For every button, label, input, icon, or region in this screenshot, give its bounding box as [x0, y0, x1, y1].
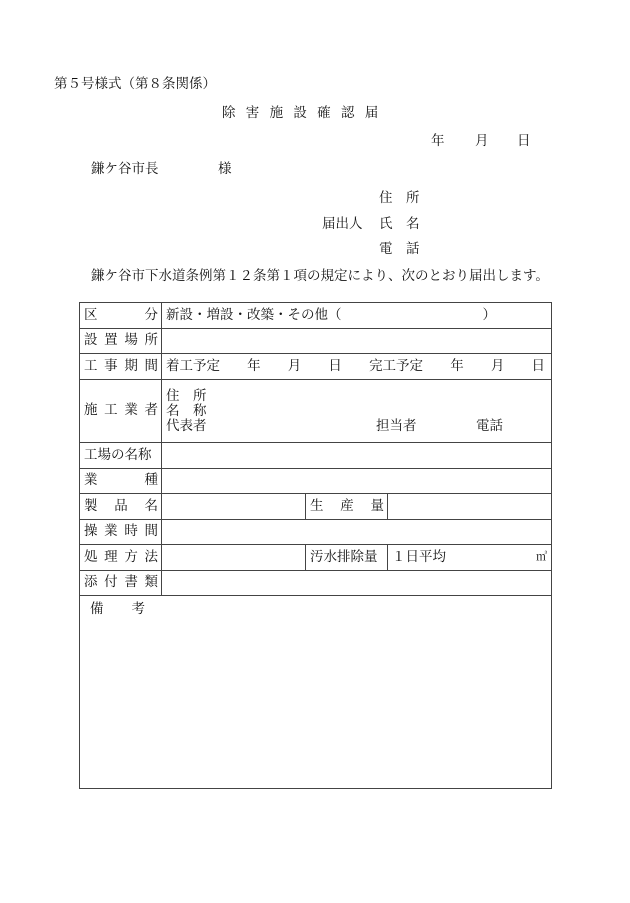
row-treatment	[80, 545, 552, 571]
remarks-label: 備 考	[90, 601, 145, 617]
applicant-name-label: 氏 名	[379, 216, 420, 232]
page-title: 除 害 施 設 確 認 届	[222, 105, 382, 121]
attachments-label: 添 付 書 類	[80, 571, 162, 596]
row-hours	[80, 520, 552, 545]
period-label: 工 事 期 間	[80, 354, 162, 380]
period-value[interactable]: 着工予定 年 月 日 完工予定 年 月 日	[162, 354, 552, 380]
production-value[interactable]	[388, 494, 552, 520]
row-period	[80, 354, 552, 380]
production-label: 生 産 量	[306, 494, 388, 520]
applicant-label: 届出人	[322, 216, 363, 232]
addressee-name: 鎌ケ谷市長	[91, 161, 159, 177]
discharge-label: 汚水排除量	[306, 545, 388, 571]
hours-value[interactable]	[162, 520, 552, 545]
date-month-label: 月	[475, 133, 489, 149]
hours-label: 操 業 時 間	[80, 520, 162, 545]
attachments-value[interactable]	[162, 571, 552, 596]
category-options: 新設・増設・改築・その他（	[166, 306, 342, 323]
discharge-unit: ㎥	[536, 549, 548, 563]
treatment-value[interactable]	[162, 545, 306, 571]
contractor-representative-label: 代表者	[166, 417, 207, 434]
location-label: 設 置 場 所	[80, 329, 162, 354]
contractor-address-label: 住 所	[166, 387, 207, 404]
product-label: 製 品 名	[80, 494, 162, 520]
application-form-table	[79, 302, 552, 789]
form-number: 第５号様式（第８条関係）	[54, 76, 216, 92]
intro-text: 鎌ケ谷市下水道条例第１２条第１項の規定により、次のとおり届出します。	[91, 268, 549, 284]
contractor-label: 施 工 業 者	[80, 380, 162, 443]
category-label: 区 分	[80, 303, 162, 329]
date-day-label: 日	[517, 133, 531, 149]
contractor-value[interactable]	[162, 380, 552, 443]
completion-planned-label: 完工予定	[369, 357, 424, 374]
factory-value[interactable]	[162, 443, 552, 469]
row-factory	[80, 443, 552, 469]
discharge-daily-average: １日平均	[392, 548, 446, 565]
row-category	[80, 303, 552, 329]
category-value[interactable]	[162, 303, 552, 329]
contractor-person-label: 担当者	[376, 417, 417, 434]
applicant-phone-label: 電 話	[379, 241, 420, 257]
row-remarks	[80, 596, 552, 789]
row-contractor	[80, 380, 552, 443]
category-close-paren: ）	[482, 306, 496, 323]
date-year-label: 年	[431, 133, 445, 149]
row-product	[80, 494, 552, 520]
contractor-name-label: 名 称	[166, 402, 207, 419]
row-location	[80, 329, 552, 354]
start-planned-label: 着工予定	[166, 357, 220, 374]
location-value[interactable]	[162, 329, 552, 354]
business-value[interactable]	[162, 469, 552, 494]
factory-label: 工場の名称	[80, 443, 162, 469]
product-value[interactable]	[162, 494, 306, 520]
treatment-label: 処 理 方 法	[80, 545, 162, 571]
business-label: 業 種	[80, 469, 162, 494]
addressee-honorific: 様	[218, 161, 232, 177]
remarks-cell[interactable]	[80, 596, 552, 789]
row-attachments	[80, 571, 552, 596]
contractor-phone-label: 電話	[476, 417, 503, 434]
applicant-address-label: 住 所	[379, 190, 420, 206]
discharge-value[interactable]	[388, 545, 552, 571]
row-business	[80, 469, 552, 494]
